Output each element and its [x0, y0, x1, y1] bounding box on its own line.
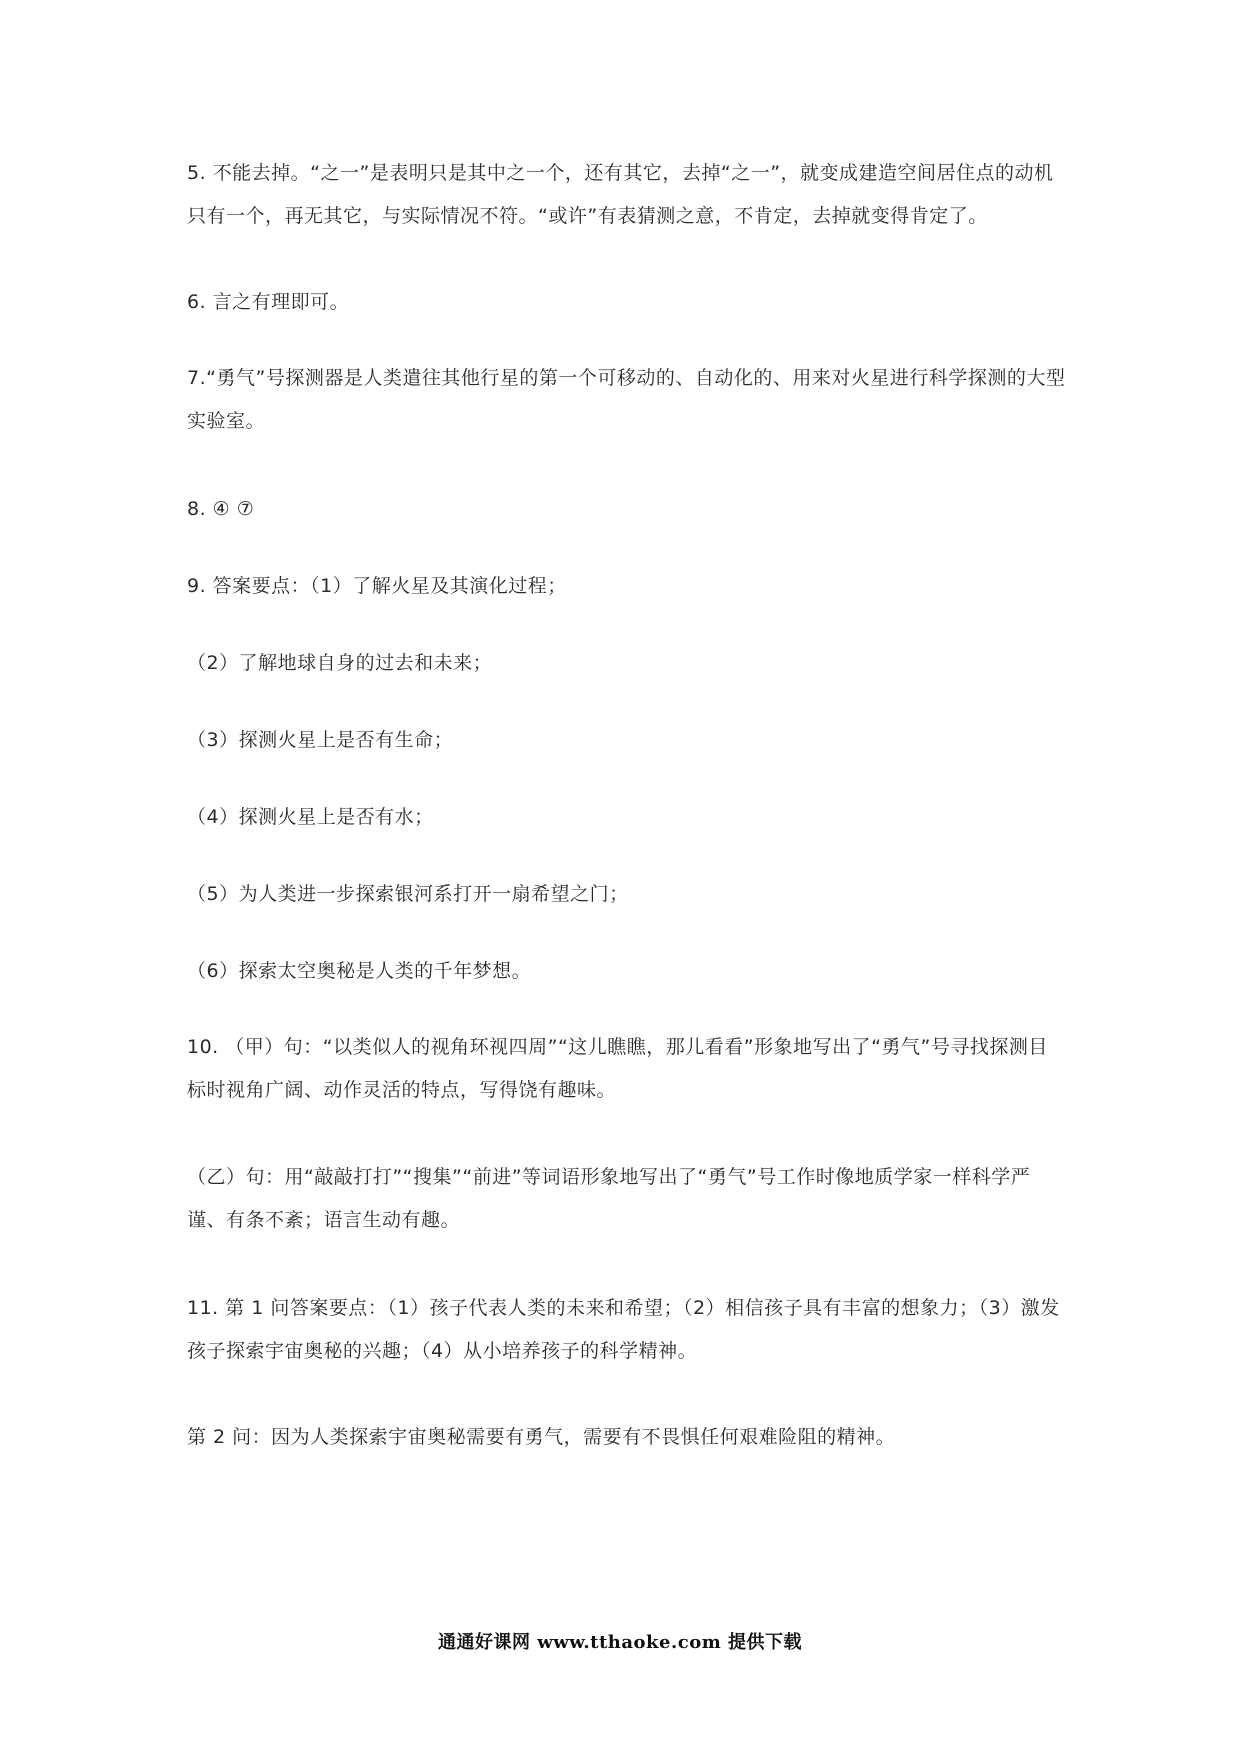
answer-9-point-4: （4）探测火星上是否有水；: [187, 806, 434, 828]
answer-6: 6. 言之有理即可。: [187, 291, 350, 313]
page-footer: 通通好课网 www.tthaoke.com 提供下载: [437, 1632, 803, 1653]
answer-8: 8. ④ ⑦: [187, 498, 255, 520]
answer-10-yi: （乙）句：用“敲敲打打”“搜集”“前进”等词语形象地写出了“勇气”号工作时像地质学家一样科学严谨、有条不紊；语言生动有趣。: [187, 1166, 1031, 1231]
answer-9-point-6: （6）探索太空奥秘是人类的千年梦想。: [187, 960, 532, 982]
answer-11-part-1: 11. 第 1 问答案要点：（1）孩子代表人类的未来和希望；（2）相信孩子具有丰富的想象力；（3）激发孩子探索宇宙奥秘的兴趣；（4）从小培养孩子的科学精神。: [187, 1297, 1060, 1362]
answer-7: 7.“勇气”号探测器是人类遣往其他行星的第一个可移动的、自动化的、用来对火星进行科学探测的大型实验室。: [187, 367, 1066, 432]
answer-11-part-2: 第 2 问：因为人类探索宇宙奥秘需要有勇气，需要有不畏惧任何艰难险阻的精神。: [187, 1426, 896, 1448]
answer-10-jia: 10. （甲）句：“以类似人的视角环视四周”“这儿瞧瞧，那儿看看”形象地写出了“勇气”号寻找探测目标时视角广阔、动作灵活的特点，写得饶有趣味。: [187, 1036, 1048, 1101]
answer-9-intro: 9. 答案要点：（1）了解火星及其演化过程；: [187, 575, 567, 597]
answer-5: 5. 不能去掉。“之一”是表明只是其中之一个，还有其它，去掉“之一”，就变成建造空间居住点的动机只有一个，再无其它，与实际情况不符。“或许”有表猜测之意，不肯定，去掉就变得肯定了。: [187, 162, 1054, 227]
answer-9-point-3: （3）探测火星上是否有生命；: [187, 729, 454, 751]
answer-9-point-2: （2）了解地球自身的过去和未来；: [187, 652, 493, 674]
answer-9-point-5: （5）为人类进一步探索银河系打开一扇希望之门；: [187, 883, 629, 905]
